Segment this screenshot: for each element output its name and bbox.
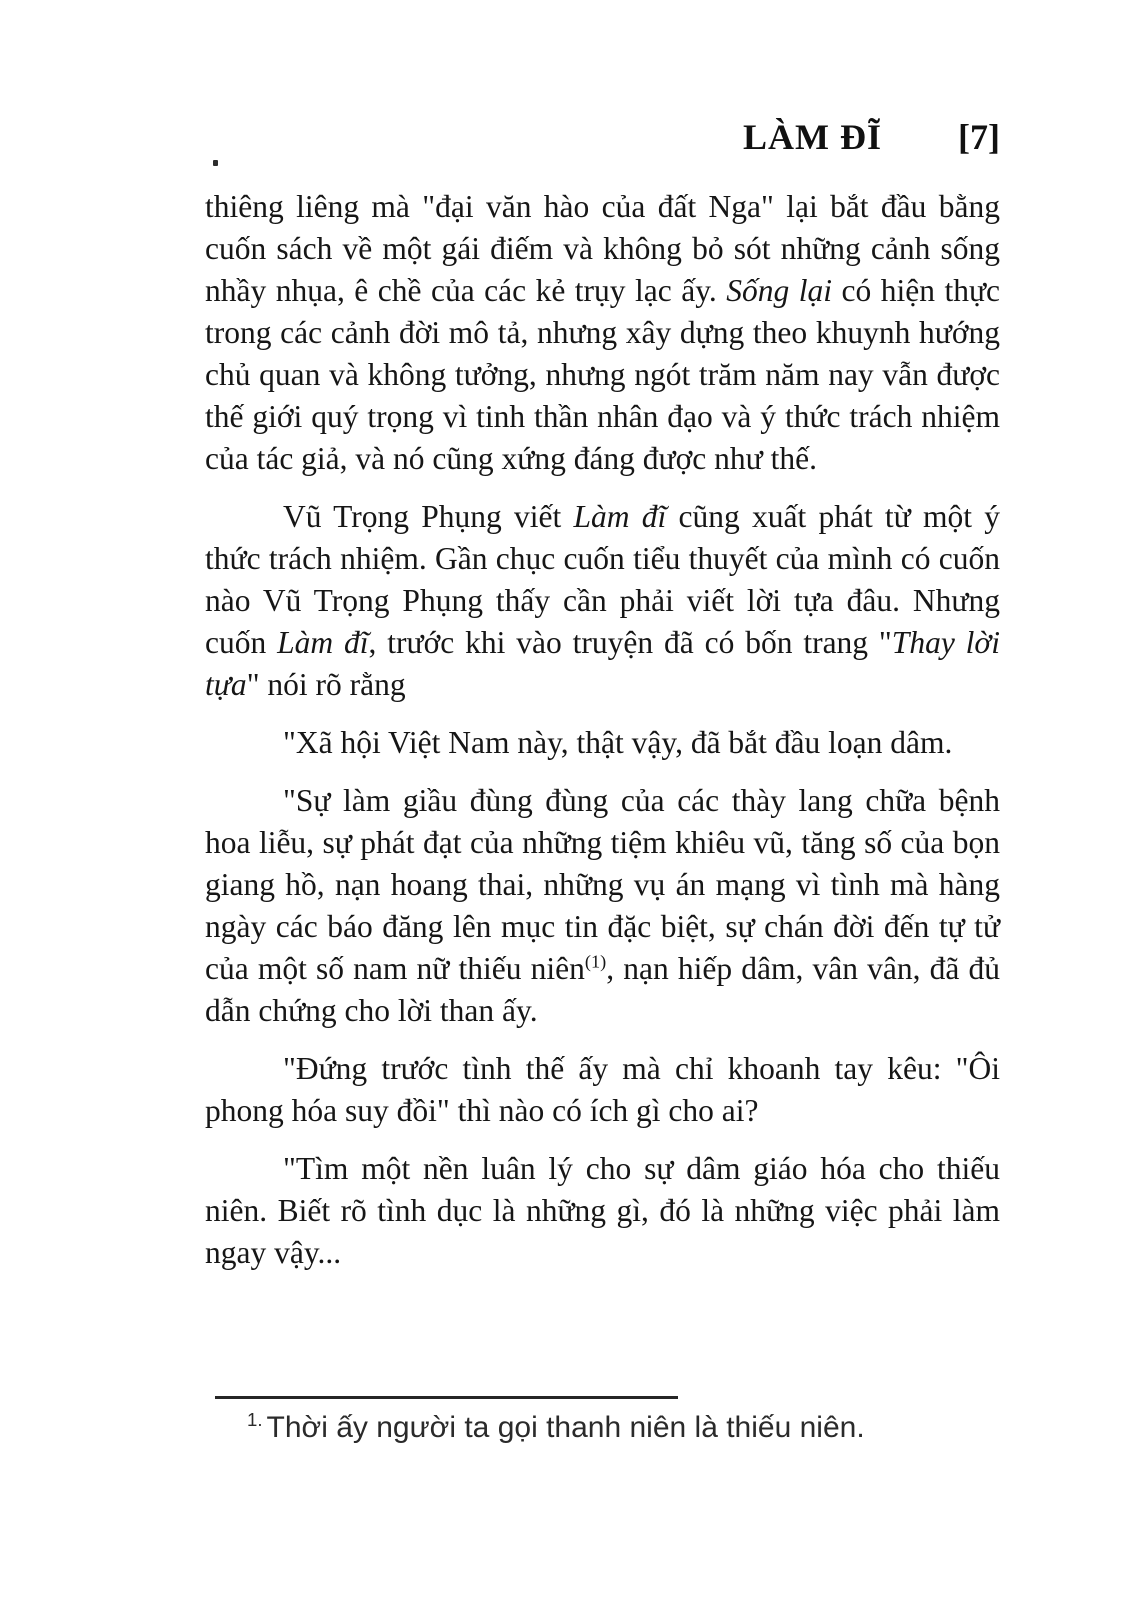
italic-title-run: Sống lại: [726, 273, 833, 308]
paragraph-5: [205, 1048, 1000, 1132]
text-run: " nói rõ rằng: [246, 667, 406, 702]
text-run: "Tìm một nền luân lý cho sự dâm giáo hóa cho thiếu niên. Biết rõ tình dục là những gì, đó là những việc phải làm ngay vậy...: [205, 1151, 1000, 1270]
footnote-divider: [215, 1396, 678, 1399]
text-run: "Xã hội Việt Nam này, thật vậy, đã bắt đầu loạn dâm.: [283, 725, 953, 760]
footnote: [205, 1408, 1000, 1448]
italic-title-run: Làm đĩ: [277, 625, 369, 660]
page-header: [205, 116, 1000, 158]
paragraph-6: [205, 1148, 1000, 1274]
text-run: , trước khi vào truyện đã có bốn trang ": [368, 625, 892, 660]
footnote-marker: 1.: [247, 1409, 263, 1430]
text-run: "Đứng trước tình thế ấy mà chỉ khoanh tay kêu: "Ôi phong hóa suy đồi" thì nào có ích gì cho ai?: [205, 1051, 1000, 1128]
page-number: [7]: [958, 117, 1000, 157]
paragraph-4: [205, 780, 1000, 1032]
text-run: , nạn hiếp dâm, vân vân, đã đủ dẫn chứng cho lời than ấy.: [205, 951, 1001, 1028]
footnote-reference: (1): [584, 951, 607, 972]
footnote-text: Thời ấy người ta gọi thanh niên là thiếu niên.: [266, 1411, 865, 1444]
text-run: thiêng liêng mà "đại văn hào của đất Nga" lại bắt đầu bằng cuốn sách về một gái điếm và không bỏ sót những cảnh sống nhầy nhụa, ê chề của các kẻ trụy lạc ấy.: [205, 189, 1000, 308]
body-text: [205, 186, 1000, 1290]
paragraph-1: [205, 186, 1000, 480]
paragraph-2: [205, 496, 1000, 706]
stray-ink-mark: [213, 160, 218, 166]
text-run: có hiện thực trong các cảnh đời mô tả, nhưng xây dựng theo khuynh hướng chủ quan và không tưởng, nhưng ngót trăm năm nay vẫn được thế giới quý trọng vì tinh thần nhân đạo và ý thức trách nhiệm của tác giả, và nó cũng xứng đáng được như thế.: [205, 273, 1001, 476]
text-run: Vũ Trọng Phụng viết: [283, 499, 574, 534]
running-title: LÀM ĐĨ: [743, 117, 883, 157]
paragraph-3: [205, 722, 1000, 764]
text-run: cũng xuất phát từ một ý thức trách nhiệm. Gần chục cuốn tiểu thuyết của mình có cuốn nào Vũ Trọng Phụng thấy cần phải viết lời tựa đâu. Nhưng cuốn: [205, 499, 1000, 660]
italic-title-run: Làm đĩ: [573, 499, 667, 534]
text-run: "Sự làm giầu đùng đùng của các thày lang chữa bệnh hoa liễu, sự phát đạt của những tiệm khiêu vũ, tăng số của bọn giang hồ, nạn hoang thai, những vụ án mạng vì tình mà hàng ngày các báo đăng lên mục tin đặc biệt, sự chán đời đến tự tử của một số nam nữ thiếu niên: [205, 783, 1000, 986]
italic-title-run: Thay lời tựa: [205, 625, 1000, 702]
